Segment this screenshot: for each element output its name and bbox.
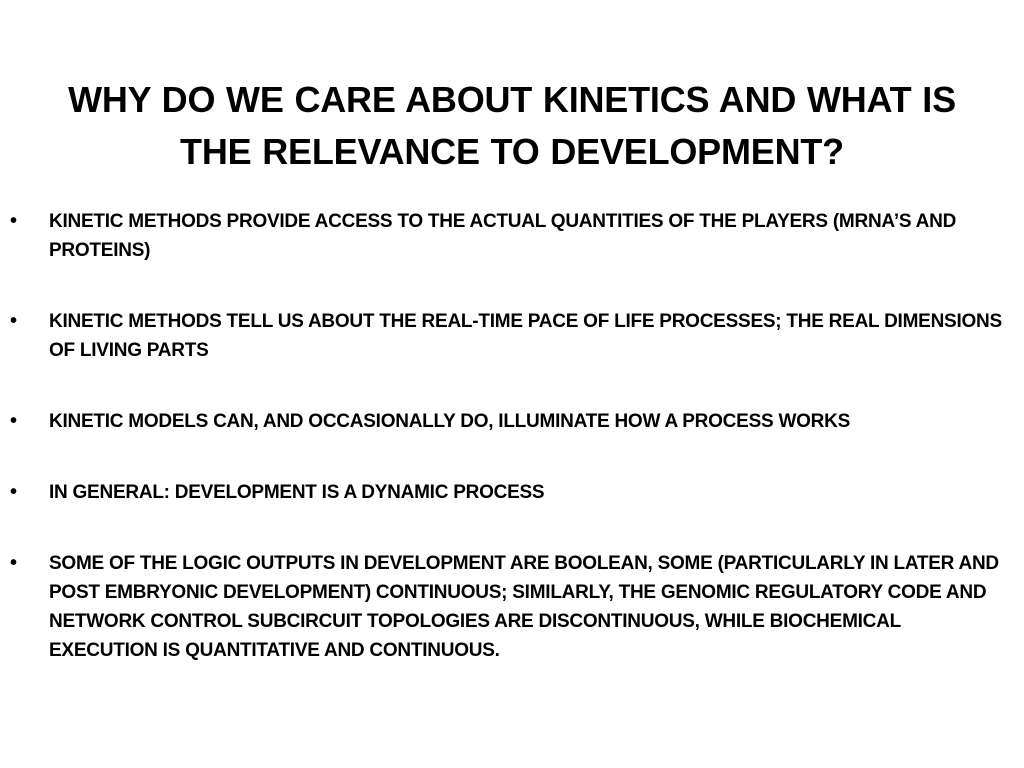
bullet-text: KINETIC METHODS TELL US ABOUT THE REAL-TIME PACE OF LIFE PROCESSES; THE REAL DIMENSIONS OF LIVING PARTS — [49, 311, 1002, 361]
bullet-marker: • — [10, 481, 17, 503]
bullet-item-2 — [10, 307, 1010, 365]
bullet-list — [10, 207, 1010, 665]
bullet-item-3 — [10, 407, 1010, 436]
bullet-marker: • — [10, 410, 17, 432]
bullet-marker: • — [10, 310, 17, 332]
bullet-text: KINETIC METHODS PROVIDE ACCESS TO THE ACTUAL QUANTITIES OF THE PLAYERS (MRNA’S AND PROTEINS) — [49, 211, 957, 261]
bullet-item-5 — [10, 549, 1010, 665]
bullet-text: SOME OF THE LOGIC OUTPUTS IN DEVELOPMENT ARE BOOLEAN, SOME (PARTICULARLY IN LATER AND POST EMBRYONIC DEVELOPMENT) CONTINUOUS; SIMILARLY, THE GENOMIC REGULATORY CODE AND NETWORK CONTROL SUBCIRCUIT TOPOLOGIES ARE DISCONTINUOUS, WHILE BIOCHEMICAL EXECUTION IS QUANTITATIVE AND CONTINUOUS. — [49, 553, 999, 661]
bullet-item-4 — [10, 478, 1010, 507]
bullet-text: IN GENERAL: DEVELOPMENT IS A DYNAMIC PROCESS — [49, 482, 545, 503]
bullet-text: KINETIC MODELS CAN, AND OCCASIONALLY DO, ILLUMINATE HOW A PROCESS WORKS — [49, 411, 851, 432]
bullet-item-1 — [10, 207, 1010, 265]
bullet-marker: • — [10, 210, 17, 232]
slide-title: WHY DO WE CARE ABOUT KINETICS AND WHAT IS THE RELEVANCE TO DEVELOPMENT? — [68, 79, 956, 172]
bullet-marker: • — [10, 552, 17, 574]
